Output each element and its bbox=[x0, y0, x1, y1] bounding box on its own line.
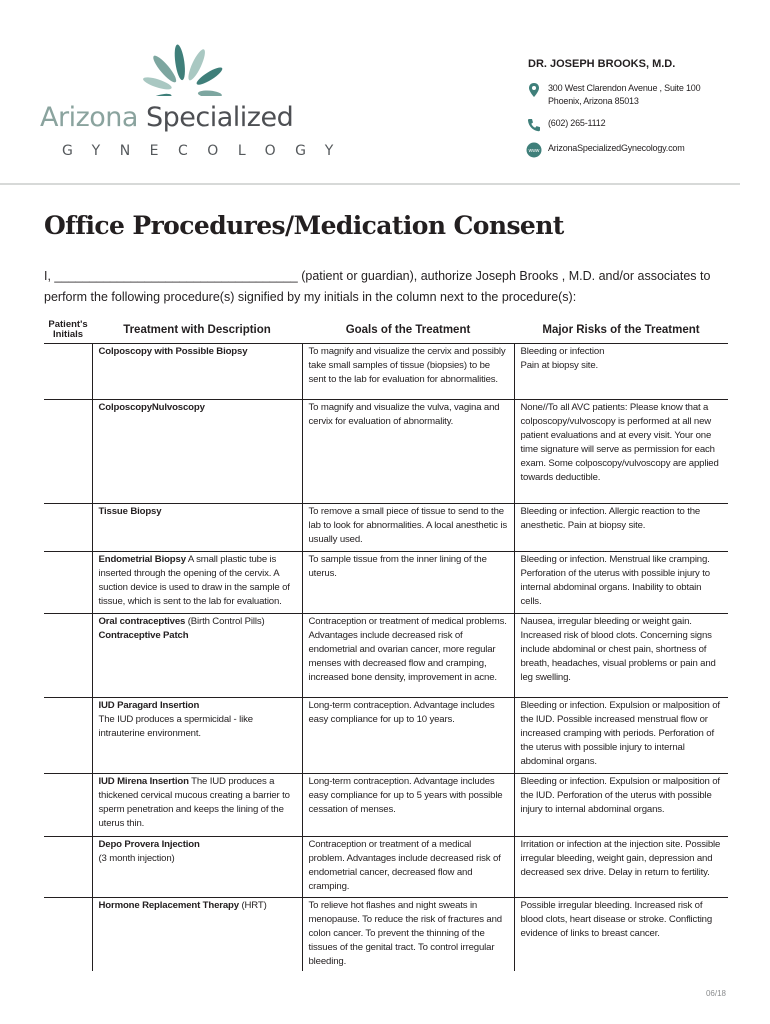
clinic-logo bbox=[40, 34, 353, 164]
goal-cell: Contraception or treatment of medical problems. Advantages include decreased risk of endometrial and ovarian cancer, more regular menses with decreased flow and cramping, increased bone density, improvement in acne. bbox=[302, 614, 514, 698]
address-row bbox=[526, 82, 700, 108]
treatment-name: Colposcopy with Possible Biopsy bbox=[98, 346, 248, 357]
goal-cell: Long-term contraception. Advantage includes easy compliance for up to 10 years. bbox=[302, 698, 514, 774]
treatment-name: Depo Provera Injection bbox=[98, 839, 200, 850]
risk-text: None//To all AVC patients: Please know that a colposcopy/vulvoscopy is performed at all new patient evaluations and at every visit. Your one time signature will serve as permission for each exam. Some colposcopy/vulvoscopy are applied towards deductible. bbox=[520, 402, 719, 484]
contact-block bbox=[526, 58, 766, 154]
header-treatment: Treatment with Description bbox=[92, 317, 302, 344]
treatment-name-secondary: Contraceptive Patch bbox=[98, 630, 189, 642]
website-link[interactable]: ArizonaSpecializedGynecology.com bbox=[548, 143, 685, 153]
treatment-name: Oral contraceptives bbox=[98, 616, 186, 627]
risk-text: Irritation or infection at the injection site. Possible irregular bleeding, weight gain, depression and decreased sex drive. Delay in return to fertility. bbox=[520, 839, 721, 879]
website-row bbox=[526, 142, 685, 158]
address-line-2: Phoenix, Arizona 85013 bbox=[548, 96, 639, 106]
table-row bbox=[44, 504, 728, 552]
risk-text: Bleeding or infection. Allergic reaction to the anesthetic. Pain at biopsy site. bbox=[520, 506, 701, 532]
goal-cell: Long-term contraception. Advantage includes easy compliance for up to 5 years with possible cessation of menses. bbox=[302, 774, 514, 837]
risk-cell bbox=[514, 504, 728, 552]
table-row bbox=[44, 552, 728, 614]
phone-icon bbox=[526, 117, 542, 133]
goal-cell: To sample tissue from the inner lining of the uterus. bbox=[302, 552, 514, 614]
web-icon-label: www bbox=[528, 148, 540, 154]
initials-cell[interactable] bbox=[44, 400, 92, 504]
risk-cell bbox=[514, 344, 728, 400]
goal-cell: To magnify and visualize the vulva, vagina and cervix for evaluation of abnormality. bbox=[302, 400, 514, 504]
risk-text: Possible irregular bleeding. Increased risk of blood clots, heart disease or stroke. Conflicting evidence of links to breast cancer. bbox=[520, 900, 713, 940]
table-row bbox=[44, 400, 728, 504]
treatment-cell bbox=[92, 774, 302, 837]
treatment-cell bbox=[92, 698, 302, 774]
treatment-cell bbox=[92, 344, 302, 400]
treatment-description: (Birth Control Pills) bbox=[185, 616, 265, 627]
table-row bbox=[44, 898, 728, 972]
brand-tagline: GYNECOLOGY bbox=[62, 143, 353, 159]
initials-cell[interactable] bbox=[44, 698, 92, 774]
risk-cell bbox=[514, 400, 728, 504]
initials-cell[interactable] bbox=[44, 614, 92, 698]
phone-number: (602) 265-1112 bbox=[548, 118, 606, 128]
table-row bbox=[44, 837, 728, 898]
header-divider bbox=[0, 183, 740, 185]
goal-cell: Contraception or treatment of a medical problem. Advantages include decreased risk of endometrial cancer, decreased flow and cramping. bbox=[302, 837, 514, 898]
treatment-description: (3 month injection) bbox=[98, 853, 175, 865]
risk-cell bbox=[514, 614, 728, 698]
doctor-name: DR. JOSEPH BROOKS, M.D. bbox=[528, 58, 676, 70]
header-risks: Major Risks of the Treatment bbox=[514, 317, 728, 344]
treatment-cell bbox=[92, 614, 302, 698]
brand-name-strong: Specialized bbox=[146, 102, 294, 133]
web-icon bbox=[526, 142, 542, 158]
page-title: Office Procedures/Medication Consent bbox=[44, 211, 564, 240]
consent-intro: I, ___________________________________ (patient or guardian), authorize Joseph Brooks , M.D. and/or associates to perform the following procedure(s) signified by my initials in the column next to the procedure(s): bbox=[44, 269, 711, 304]
treatment-name: ColposcopyNulvoscopy bbox=[98, 402, 205, 413]
risk-cell bbox=[514, 837, 728, 898]
header-goals: Goals of the Treatment bbox=[302, 317, 514, 344]
initials-cell[interactable] bbox=[44, 837, 92, 898]
treatment-description: The IUD produces a thickened cervical mucous creating a barrier to sperm penetration and keeps the lining of the uterus thin. bbox=[98, 776, 290, 830]
initials-cell[interactable] bbox=[44, 898, 92, 972]
initials-cell[interactable] bbox=[44, 774, 92, 837]
risk-text: Bleeding or infection. Expulsion or malposition of the IUD. Perforation of the uterus with possible injury to internal abdominal organs. bbox=[520, 776, 720, 816]
risk-cell bbox=[514, 774, 728, 837]
form-revision: 06/18 bbox=[705, 989, 726, 998]
treatment-name: IUD Mirena Insertion bbox=[98, 776, 189, 787]
risk-cell bbox=[514, 898, 728, 972]
risk-text: Bleeding or infection bbox=[520, 346, 605, 357]
brand-name-light: Arizona bbox=[40, 102, 147, 133]
treatment-name: IUD Paragard Insertion bbox=[98, 700, 200, 711]
treatment-description: The IUD produces a spermicidal - like intrauterine environment. bbox=[98, 714, 253, 740]
table-row bbox=[44, 698, 728, 774]
treatment-name: Endometrial Biopsy bbox=[98, 554, 186, 565]
treatment-cell bbox=[92, 400, 302, 504]
goal-cell: To relieve hot flashes and night sweats in menopause. To reduce the risk of fractures and colon cancer. To prevent the thinning of the tissues of the genital tract. To control irregular bleeding. bbox=[302, 898, 514, 972]
location-pin-icon bbox=[526, 82, 542, 98]
table-row bbox=[44, 344, 728, 400]
phone-row bbox=[526, 117, 605, 133]
initials-cell[interactable] bbox=[44, 552, 92, 614]
goal-cell: To remove a small piece of tissue to send to the lab to look for abnormalities. A local anesthetic is usually used. bbox=[302, 504, 514, 552]
risk-cell bbox=[514, 698, 728, 774]
table-row bbox=[44, 614, 728, 698]
risk-cell bbox=[514, 552, 728, 614]
consent-table bbox=[44, 317, 728, 971]
flower-logo-icon bbox=[132, 34, 242, 96]
treatment-description: A small plastic tube is inserted through the opening of the cervix. A suction device is used to draw in the sample of tissue, which is sent to the lab for evaluation. bbox=[98, 554, 290, 608]
treatment-cell bbox=[92, 504, 302, 552]
treatment-name: Hormone Replacement Therapy bbox=[98, 900, 239, 911]
risk-text: Nausea, irregular bleeding or weight gain. Increased risk of blood clots. Concerning signs include abdominal or chest pain, shortness of breath, headaches, visual problems or pain and leg swelling. bbox=[520, 616, 716, 684]
treatment-cell bbox=[92, 552, 302, 614]
table-row bbox=[44, 774, 728, 837]
table-header-row bbox=[44, 317, 728, 344]
goal-cell: To magnify and visualize the cervix and possibly take small samples of tissue (biopsies) to be sent to the lab for evaluation for abnormalities. bbox=[302, 344, 514, 400]
treatment-name: Tissue Biopsy bbox=[98, 506, 162, 517]
initials-cell[interactable] bbox=[44, 504, 92, 552]
initials-cell[interactable] bbox=[44, 344, 92, 400]
header-initials: Patient's Initials bbox=[44, 317, 92, 344]
risk-text: Pain at biopsy site. bbox=[520, 360, 599, 372]
treatment-cell bbox=[92, 898, 302, 972]
treatment-cell bbox=[92, 837, 302, 898]
address-line-1: 300 West Clarendon Avenue , Suite 100 bbox=[548, 83, 701, 93]
brand-name bbox=[40, 102, 293, 133]
treatment-description: (HRT) bbox=[238, 900, 267, 911]
risk-text: Bleeding or infection. Expulsion or malposition of the IUD. Possible increased menstrual flow or increased cramping with periods. Perforation of the uterus with possible injury to internal abdominal organs. bbox=[520, 700, 720, 768]
risk-text: Bleeding or infection. Menstrual like cramping. Perforation of the uterus with possible injury to internal abdominal organs. Inability to obtain cells. bbox=[520, 554, 710, 608]
